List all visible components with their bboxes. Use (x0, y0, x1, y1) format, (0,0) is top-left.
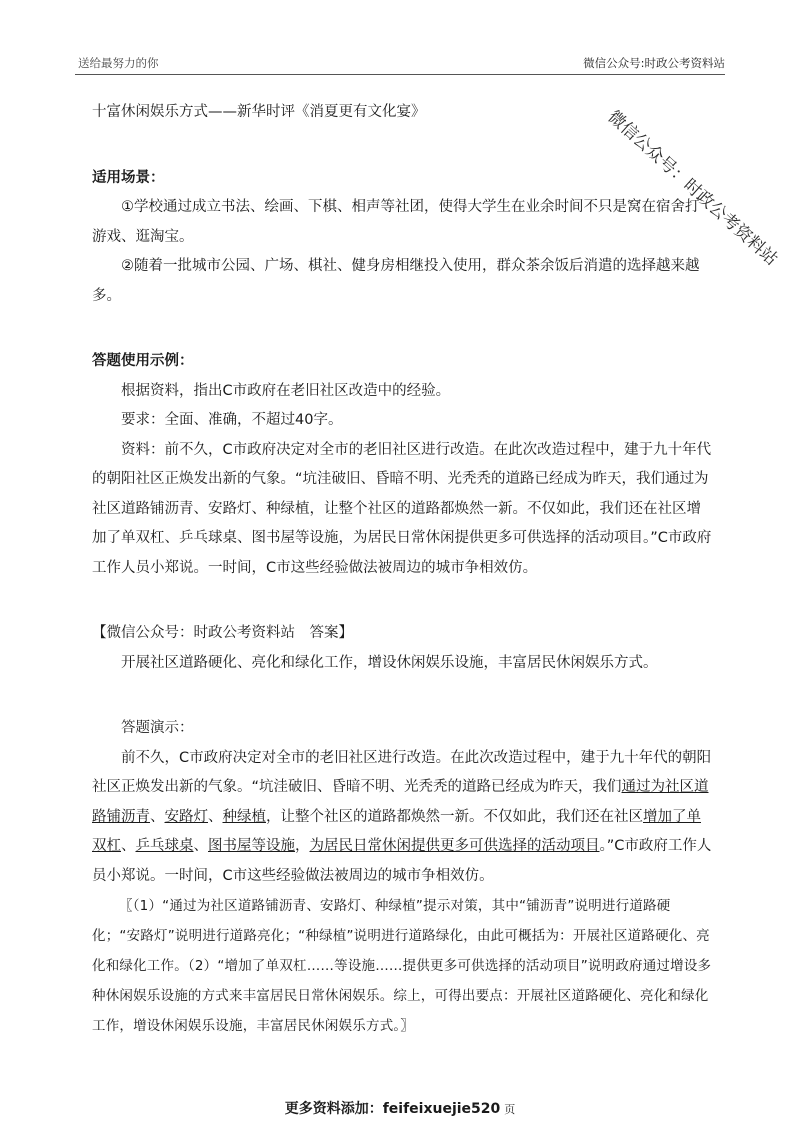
header-divider (75, 74, 725, 75)
scene-item-1: ①学校通过成立书法、绘画、下棋、相声等社团，使得大学生在业余时间不只是窝在宿舍打游戏、逛淘宝。 (92, 199, 700, 245)
example-heading: 答题使用示例： (92, 353, 194, 369)
answer-text: 开展社区道路硬化、亮化和绿化工作，增设休闲娱乐设施，丰富居民休闲娱乐方式。 (121, 654, 658, 671)
example-question: 根据资料，指出C市政府在老旧社区改造中的经验。 (121, 382, 451, 399)
demo-underline-2: 安路灯 (164, 808, 208, 825)
footer-page-label: 页 (504, 1103, 516, 1116)
demo-heading: 答题演示： (121, 720, 194, 736)
example-material: 资料：前不久，C市政府决定对全市的老旧社区进行改造。在此次改造过程中，建于九十年代的朝阳社区正焕发出新的气象。“坑洼破旧、昏暗不明、光秃秃的道路已经成为昨天，我们通过为社区道路铺沥青、安路灯、种绿植，让整个社区的道路都焕然一新。不仅如此，我们还在社区增加了单双杠、乒乓球桌、图书屋等设施，为居民日常休闲提供更多可供选择的活动项目。”C市政府工作人员小郑说。一时间，C市这些经验做法被周边的城市争相效仿。 (92, 441, 712, 576)
scene-heading: 适用场景： (92, 169, 165, 186)
demo-text-2: ，让整个社区的道路都焕然一新。不仅如此，我们还在社区 (266, 808, 643, 825)
demo-underline-7: 为居民日常休闲提供更多可供选择的活动项目 (309, 838, 600, 854)
watermark-text: 微信公众号：时政公考资料站 (603, 106, 782, 270)
scene-item-2: ②随着一批城市公园、广场、棋社、健身房相继投入使用，群众茶余饭后消遣的选择越来越多。 (92, 258, 700, 304)
demo-underline-3: 种绿植 (222, 808, 266, 825)
demo-sep-3: 、 (121, 838, 136, 854)
demo-text-3: 。”C市政府工作人员小郑说。一时间，C市这些经验做法被周边的城市争相效仿。 (92, 838, 712, 884)
answer-heading: 【微信公众号：时政公考资料站 答案】 (92, 625, 353, 641)
demo-underline-1: 通过为社区道路铺沥青 (92, 779, 709, 825)
demo-sep-5: ， (295, 838, 310, 854)
header-left-text: 送给最努力的你 (78, 56, 159, 70)
demo-underline-5: 乒乓球桌 (135, 838, 194, 854)
demo-sep-2: 、 (208, 808, 223, 825)
example-requirement: 要求：全面、准确，不超过40字。 (121, 412, 343, 428)
demo-text-1: 前不久，C市政府决定对全市的老旧社区进行改造。在此次改造过程中，建于九十年代的朝阳社区正焕发出新的气象。“坑洼破旧、昏暗不明、光秃秃的道路已经成为昨天，我们 (92, 749, 712, 795)
document-body (92, 98, 712, 1041)
document-title: 十富休闲娱乐方式——新华时评《消夏更有文化宴》 (92, 104, 426, 120)
footer-text: 更多资料添加：feifeixuejie520 (284, 1101, 501, 1117)
analysis-text: 〖（1）“通过为社区道路铺沥青、安路灯、种绿植”提示对策，其中“铺沥青”说明进行道路硬化；“安路灯”说明进行道路亮化；“种绿植”说明进行道路绿化，由此可概括为：开展社区道路硬化、亮化和绿化工作。（2）“增加了单双杠……等设施……提供更多可供选择的活动项目”说明政府通过增设多种休闲娱乐设施的方式来丰富居民日常休闲娱乐。综上，可得出要点：开展社区道路硬化、亮化和绿化工作，增设休闲娱乐设施，丰富居民休闲娱乐方式。〗 (92, 898, 712, 1034)
demo-sep-1: 、 (150, 808, 165, 825)
demo-paragraph (92, 744, 712, 892)
demo-sep-4: 、 (193, 838, 208, 854)
demo-underline-4: 增加了单双杠 (92, 808, 701, 854)
header-right-text: 微信公众号:时政公考资料站 (583, 56, 725, 70)
footer (0, 1098, 800, 1118)
demo-underline-6: 图书屋等设施 (208, 838, 295, 854)
